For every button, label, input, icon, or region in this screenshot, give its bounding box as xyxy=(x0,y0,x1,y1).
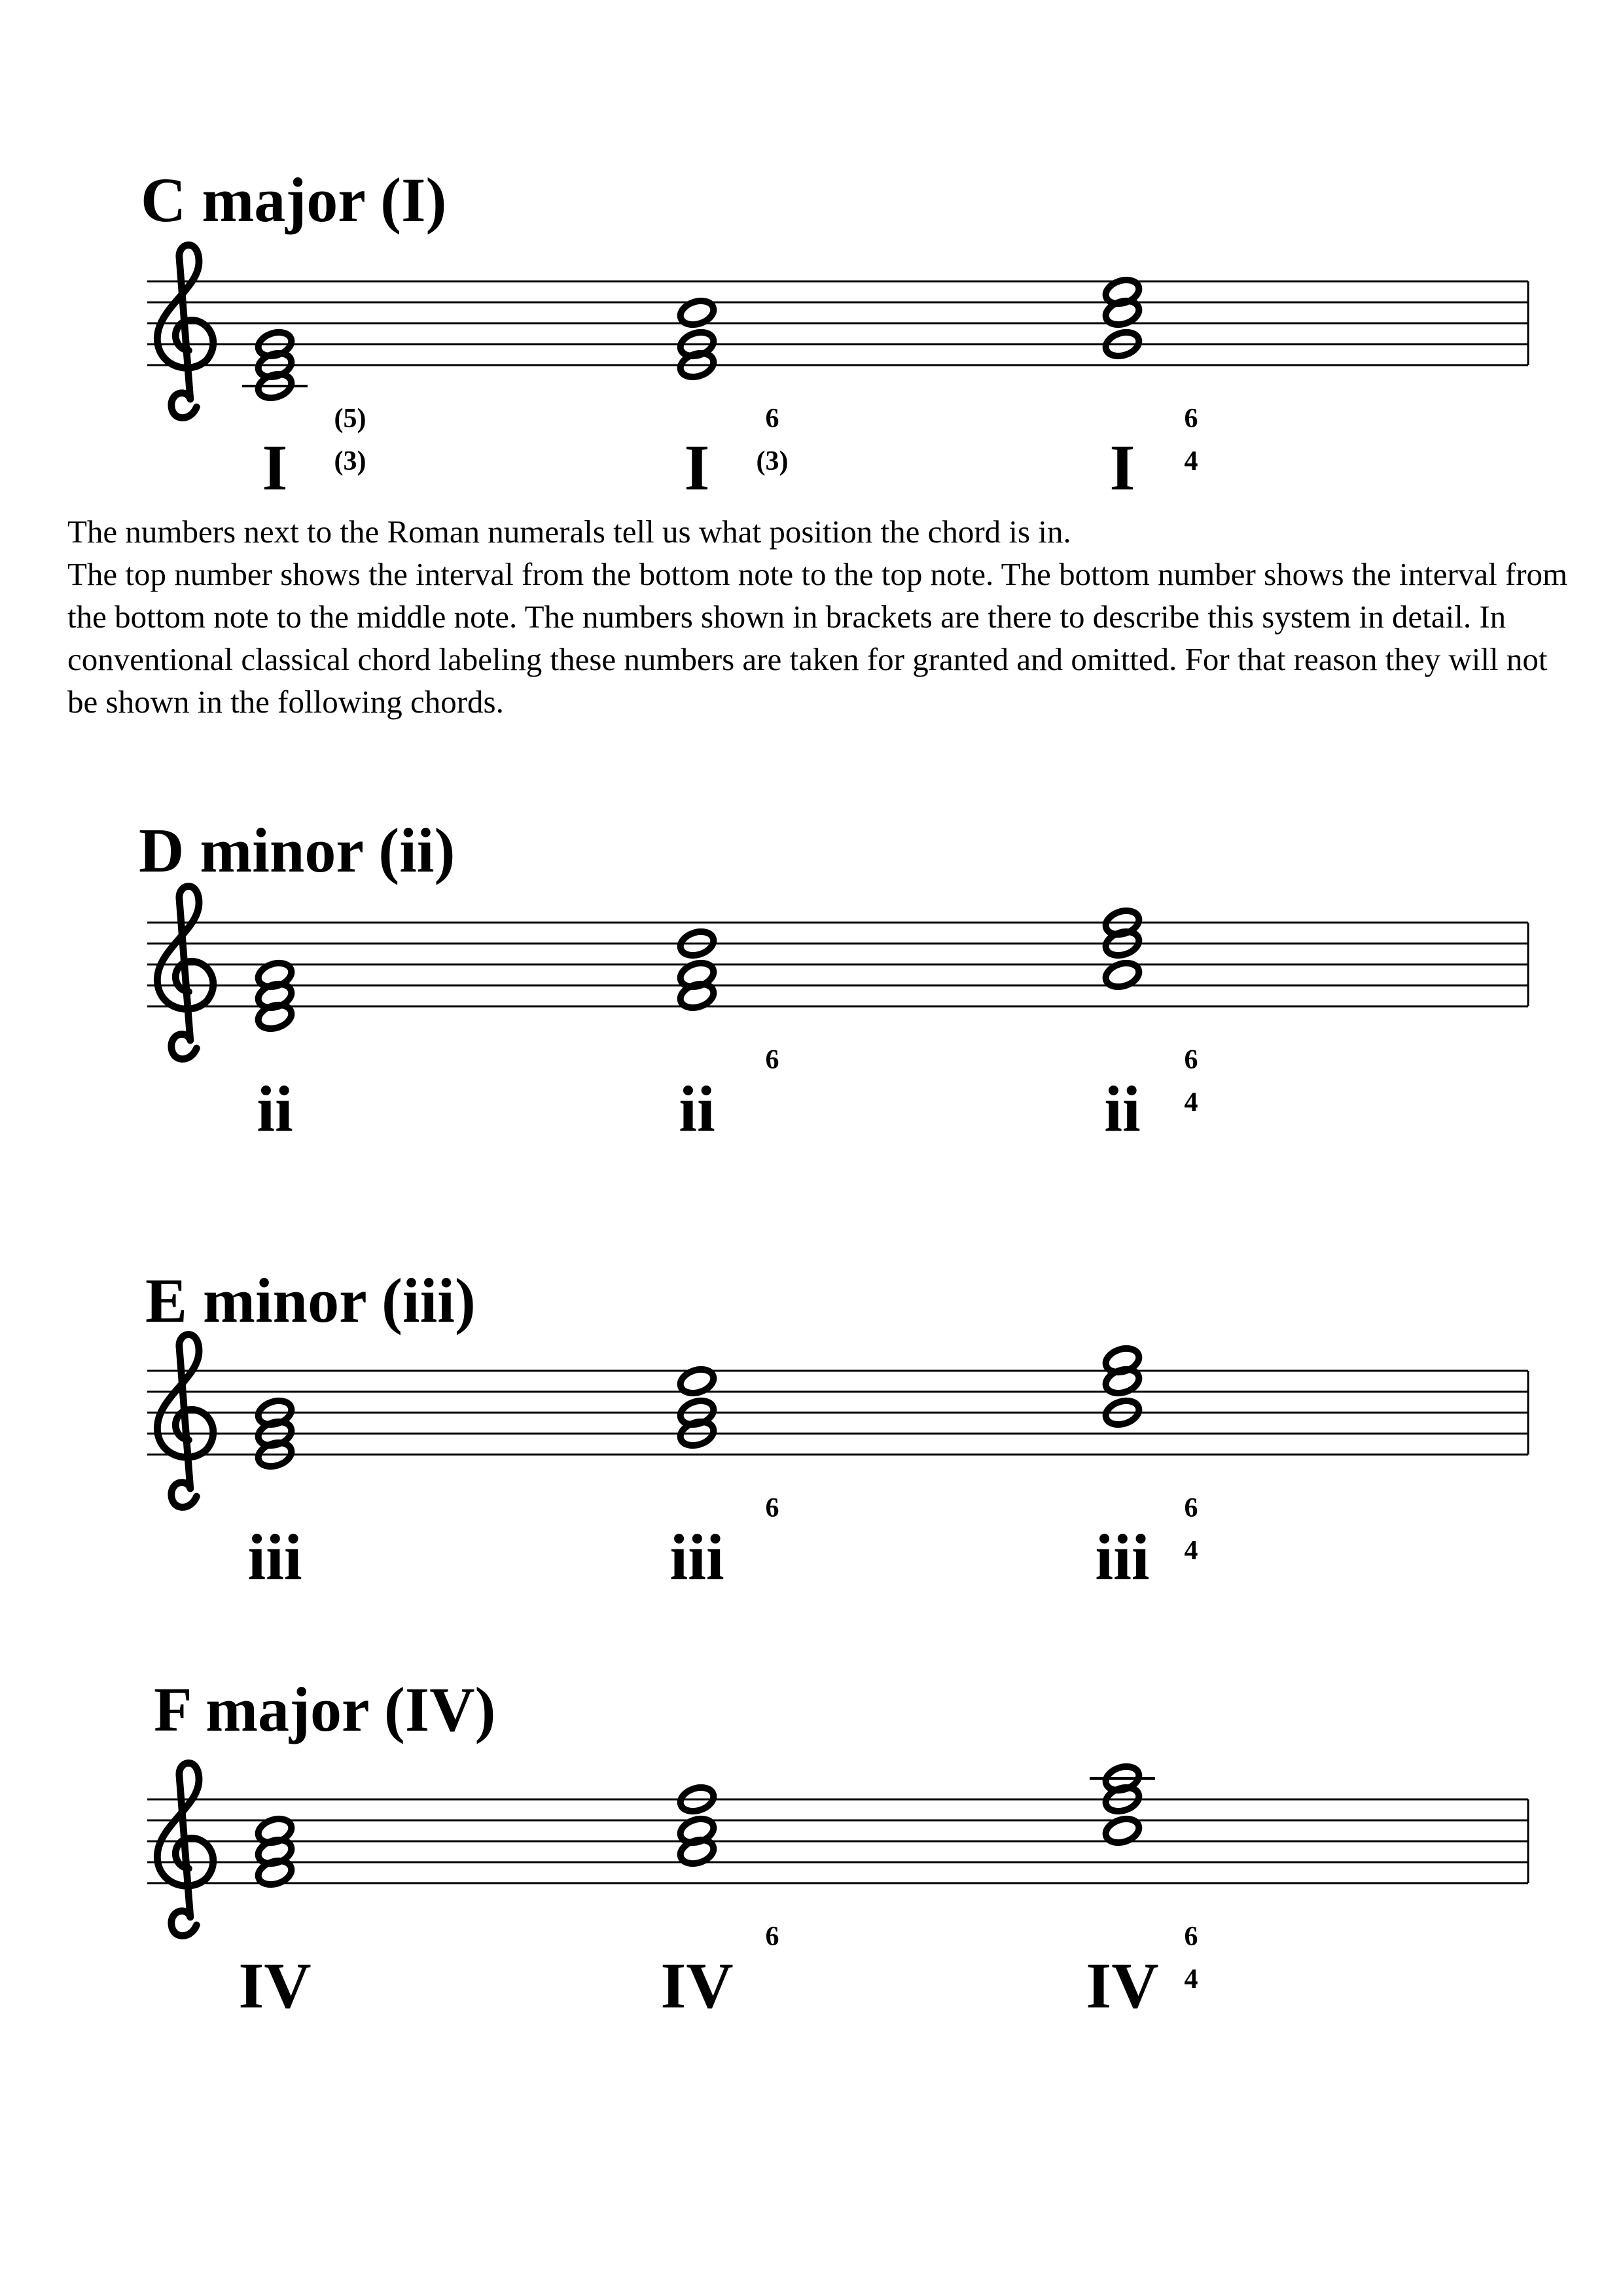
roman-numeral: ii xyxy=(1104,1072,1141,1145)
figure-top: 6 xyxy=(1184,1045,1198,1075)
roman-numeral: IV xyxy=(1086,1949,1159,2022)
treble-clef-icon xyxy=(157,245,213,418)
figure-bottom: (3) xyxy=(756,446,789,476)
figure-top: 6 xyxy=(1184,1493,1198,1523)
figure-top: 6 xyxy=(1184,404,1198,434)
treble-clef-icon xyxy=(157,1335,213,1508)
treble-clef-icon xyxy=(157,1763,213,1936)
figure-top: 6 xyxy=(765,1045,779,1075)
figure-bottom: 4 xyxy=(1184,1087,1198,1118)
roman-numeral: iii xyxy=(1095,1521,1150,1593)
explanation-line-1: The numbers next to the Roman numerals tell us what position the chord is in. xyxy=(67,514,1071,550)
roman-numeral: iii xyxy=(247,1521,302,1593)
roman-numeral: iii xyxy=(669,1521,724,1593)
roman-numeral: I xyxy=(684,431,710,504)
figure-bottom: 4 xyxy=(1184,446,1198,476)
roman-numeral: IV xyxy=(238,1949,312,2022)
section-title-d-minor: D minor (ii) xyxy=(139,815,455,885)
figure-top: 6 xyxy=(1184,1922,1198,1952)
section-title-f-major: F major (IV) xyxy=(154,1674,496,1744)
figure-top: (5) xyxy=(334,404,366,434)
figure-top: 6 xyxy=(765,1493,779,1523)
figure-bottom: (3) xyxy=(334,446,366,476)
figure-top: 6 xyxy=(765,404,779,434)
roman-numeral: ii xyxy=(257,1072,293,1145)
figure-bottom: 4 xyxy=(1184,1536,1198,1566)
figure-bottom: 4 xyxy=(1184,1964,1198,1994)
roman-numeral: IV xyxy=(660,1949,734,2022)
figure-top: 6 xyxy=(765,1922,779,1952)
section-title-e-minor: E minor (iii) xyxy=(145,1265,476,1335)
roman-numeral: I xyxy=(1109,431,1135,504)
section-title-c-major: C major (I) xyxy=(141,165,447,235)
treble-clef-icon xyxy=(157,887,213,1059)
explanation-line-2: The top number shows the interval from the bottom note to the top note. The bottom number shows the interval from the bottom note to the middle note. The numbers shown in brackets are there to describe this system in detail. In conventional classical chord labeling these numbers are taken for granted and omitted. For that reason they will not be shown in the following chords. xyxy=(67,556,1568,720)
roman-numeral: ii xyxy=(679,1072,715,1145)
roman-numeral: I xyxy=(262,431,288,504)
